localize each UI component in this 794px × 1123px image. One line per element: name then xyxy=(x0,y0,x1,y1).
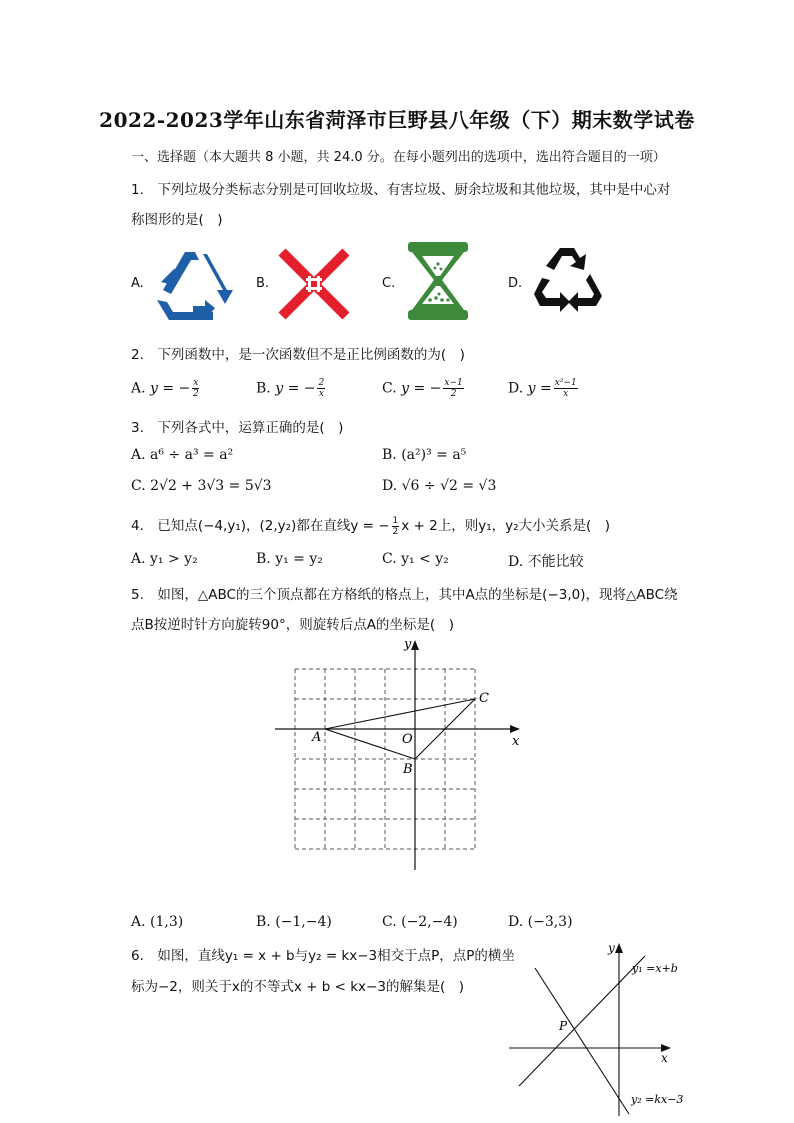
point-b-label: B xyxy=(403,762,413,777)
q3-option-b: B. (a²)³ = a⁵ xyxy=(382,447,467,463)
line-y2 xyxy=(535,968,629,1114)
q6-y-arrow-icon xyxy=(615,943,623,953)
point-p-label: P xyxy=(559,1019,568,1033)
q4-option-b: B. y₁ = y₂ xyxy=(256,551,323,567)
kitchen-waste-icon xyxy=(406,240,470,322)
recycle-icon xyxy=(153,248,237,324)
q2-stem: 2. 下列函数中，是一次函数但不是正比例函数的为( ) xyxy=(131,347,465,363)
q1-line1: 1. 下列垃圾分类标志分别是可回收垃圾、有害垃圾、厨余垃圾和其他垃圾，其中是中心对 xyxy=(131,182,671,198)
q2-option-a: A. y = − $\frac{x}{2}$ xyxy=(131,378,199,399)
q6-lines-figure xyxy=(505,938,695,1118)
q5-option-b: B. (−1,−4) xyxy=(256,914,332,930)
q5-x-arrow-icon xyxy=(510,725,520,733)
hazardous-waste-icon xyxy=(278,248,350,320)
point-a-label: A xyxy=(312,730,322,745)
q2-option-b: B. y = − $\frac{2}{x}$ xyxy=(256,378,325,399)
q6-x-label: x xyxy=(661,1051,668,1065)
q5-y-arrow-icon xyxy=(411,640,419,650)
q3-option-a: A. a⁶ ÷ a³ = a² xyxy=(131,447,234,463)
q5-grid-figure xyxy=(270,634,530,874)
q5-line2: 点B按逆时针方向旋转90°，则旋转后点A的坐标是( ) xyxy=(131,617,454,633)
line-y1-label: y₁ =x+b xyxy=(632,962,678,975)
q3-stem: 3. 下列各式中，运算正确的是( ) xyxy=(131,420,344,436)
q5-grid xyxy=(295,669,475,849)
line-y2-label: y₂ =kx−3 xyxy=(631,1093,684,1106)
q5-line1: 5. 如图，△ABC的三个顶点都在方格纸的格点上，其中A点的坐标是(−3,0)，现将△ABC绕 xyxy=(131,587,678,603)
q2-option-d: D. y = $\frac{\text{x²−1}}{x}$ xyxy=(508,378,577,399)
q1-option-a-label: A. xyxy=(131,276,144,291)
q1-option-d-label: D. xyxy=(508,276,523,291)
q3-option-c: C. 2√2 + 3√3 = 5√3 xyxy=(131,478,272,494)
q4-option-d: D. 不能比较 xyxy=(508,554,584,570)
q1-option-b-label: B. xyxy=(256,276,270,291)
q1-line2: 称图形的是( ) xyxy=(131,212,223,228)
q6-line2: 标为−2，则关于x的不等式x + b < kx−3的解集是( ) xyxy=(131,979,464,995)
q1-option-c-label: C. xyxy=(382,276,396,291)
q5-x-label: x xyxy=(512,734,520,749)
page-title: 2022-2023学年山东省菏泽市巨野县八年级（下）期末数学试卷 xyxy=(99,108,695,132)
q5-option-d: D. (−3,3) xyxy=(508,914,573,930)
q4-option-a: A. y₁ > y₂ xyxy=(131,551,198,567)
q3-option-d: D. √6 ÷ √2 = √3 xyxy=(382,478,497,494)
q4-option-c: C. y₁ < y₂ xyxy=(382,551,449,567)
q4-stem: 4. 已知点(−4,y₁)，(2,y₂)都在直线y = − $\frac{1}{2}$ x + 2上，则y₁，y₂大小关系是( ) xyxy=(131,515,611,537)
q6-y-label: y xyxy=(608,941,615,955)
q5-option-c: C. (−2,−4) xyxy=(382,914,458,930)
q2-option-c: C. y = − $\frac{x-1}{2}$ xyxy=(382,378,463,399)
q5-y-label: y xyxy=(404,637,412,652)
section-header: 一、选择题（本大题共 8 小题，共 24.0 分。在每小题列出的选项中，选出符合题目的一项） xyxy=(131,150,666,165)
q5-option-a: A. (1,3) xyxy=(131,914,184,930)
other-waste-icon xyxy=(530,244,604,320)
line-y1 xyxy=(519,956,645,1086)
origin-label: O xyxy=(402,732,413,747)
point-c-label: C xyxy=(479,691,489,706)
q6-line1: 6. 如图，直线y₁ = x + b与y₂ = kx−3相交于点P，点P的横坐 xyxy=(131,948,515,964)
